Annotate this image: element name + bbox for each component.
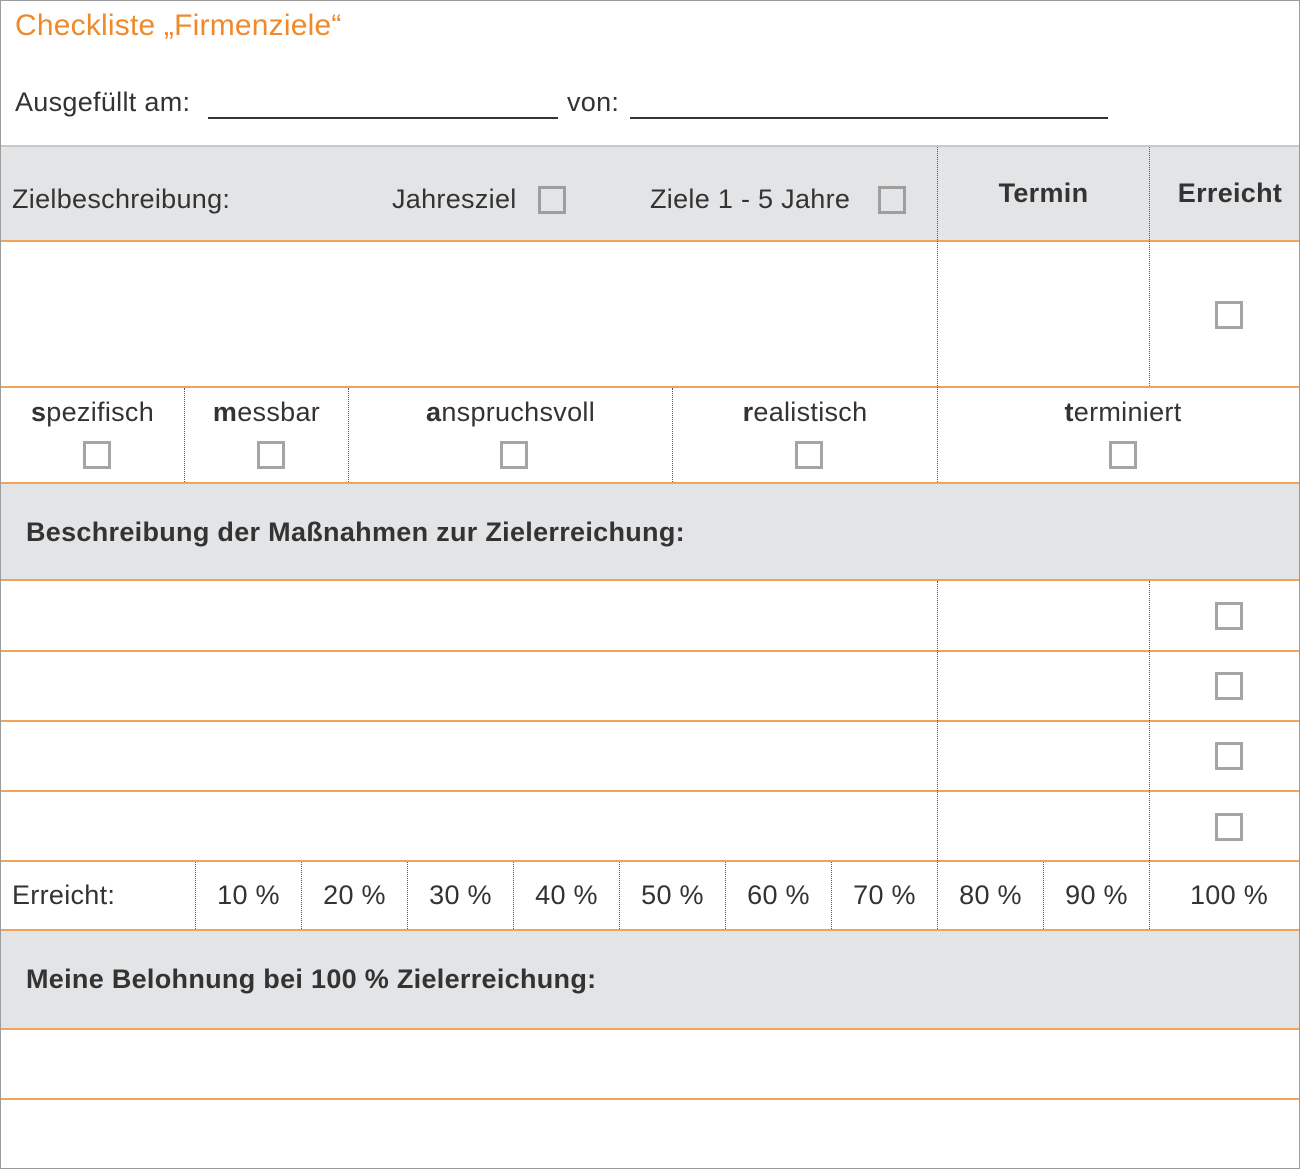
reward-heading: Meine Belohnung bei 100 % Zielerreichung: <box>26 964 597 994</box>
goal-achieved-checkbox[interactable] <box>1215 301 1243 329</box>
measure-1-deadline-field[interactable] <box>938 581 1148 650</box>
measure-4-deadline-field[interactable] <box>938 792 1148 861</box>
goals-1-5-years-checkbox[interactable] <box>878 186 906 214</box>
progress-step[interactable]: 60 % <box>747 880 810 910</box>
filled-on-label: Ausgefüllt am: <box>15 87 191 117</box>
divider <box>937 147 938 482</box>
goals-1-5-years-label: Ziele 1 - 5 Jahre <box>650 184 851 214</box>
measure-4-field[interactable] <box>1 792 936 861</box>
smart-specific-checkbox[interactable] <box>83 441 111 469</box>
measure-4-achieved-checkbox[interactable] <box>1215 813 1243 841</box>
divider <box>184 388 185 482</box>
header-top-rule <box>1 145 1299 147</box>
progress-step[interactable]: 40 % <box>535 880 598 910</box>
smart-measurable-label: messbar <box>212 397 321 427</box>
progress-label: Erreicht: <box>12 880 116 910</box>
achieved-header: Erreicht <box>1177 178 1283 208</box>
reward-line-2-field[interactable] <box>1 1100 1299 1168</box>
progress-step[interactable]: 10 % <box>217 880 280 910</box>
progress-step[interactable]: 80 % <box>959 880 1022 910</box>
smart-time-bound-label: terminiert <box>1064 397 1182 427</box>
measure-2-field[interactable] <box>1 652 936 721</box>
measure-3-deadline-field[interactable] <box>938 722 1148 791</box>
measure-1-field[interactable] <box>1 581 936 650</box>
divider <box>937 581 938 929</box>
smart-realistic-checkbox[interactable] <box>795 441 823 469</box>
progress-step[interactable]: 70 % <box>853 880 916 910</box>
filled-on-field[interactable] <box>208 117 558 119</box>
rule <box>1 386 1299 388</box>
smart-measurable-checkbox[interactable] <box>257 441 285 469</box>
smart-specific-label: spezifisch <box>30 397 155 427</box>
measure-1-achieved-checkbox[interactable] <box>1215 602 1243 630</box>
page-title: Checkliste „Firmenziele“ <box>15 9 342 42</box>
annual-goal-checkbox[interactable] <box>538 186 566 214</box>
measure-3-achieved-checkbox[interactable] <box>1215 742 1243 770</box>
by-label: von: <box>567 87 620 117</box>
measures-heading: Beschreibung der Maßnahmen zur Zielerreichung: <box>26 517 685 547</box>
smart-realistic-label: realistisch <box>742 397 868 427</box>
deadline-header: Termin <box>998 178 1089 208</box>
divider <box>672 388 673 482</box>
goal-description-label: Zielbeschreibung: <box>12 184 231 214</box>
progress-step[interactable]: 20 % <box>323 880 386 910</box>
measure-3-field[interactable] <box>1 722 936 791</box>
smart-ambitious-label: anspruchsvoll <box>426 397 595 427</box>
progress-step[interactable]: 50 % <box>641 880 704 910</box>
progress-step[interactable]: 30 % <box>429 880 492 910</box>
smart-ambitious-checkbox[interactable] <box>500 441 528 469</box>
measure-2-deadline-field[interactable] <box>938 652 1148 721</box>
divider <box>1149 581 1150 929</box>
smart-time-bound-checkbox[interactable] <box>1109 441 1137 469</box>
measure-2-achieved-checkbox[interactable] <box>1215 672 1243 700</box>
progress-step[interactable]: 100 % <box>1189 880 1269 910</box>
by-field[interactable] <box>630 117 1108 119</box>
reward-line-1-field[interactable] <box>1 1030 1299 1098</box>
goal-deadline-field[interactable] <box>938 242 1148 386</box>
divider <box>1149 147 1150 386</box>
goal-description-field[interactable] <box>1 242 936 386</box>
annual-goal-label: Jahresziel <box>392 184 517 214</box>
progress-step[interactable]: 90 % <box>1065 880 1128 910</box>
divider <box>348 388 349 482</box>
